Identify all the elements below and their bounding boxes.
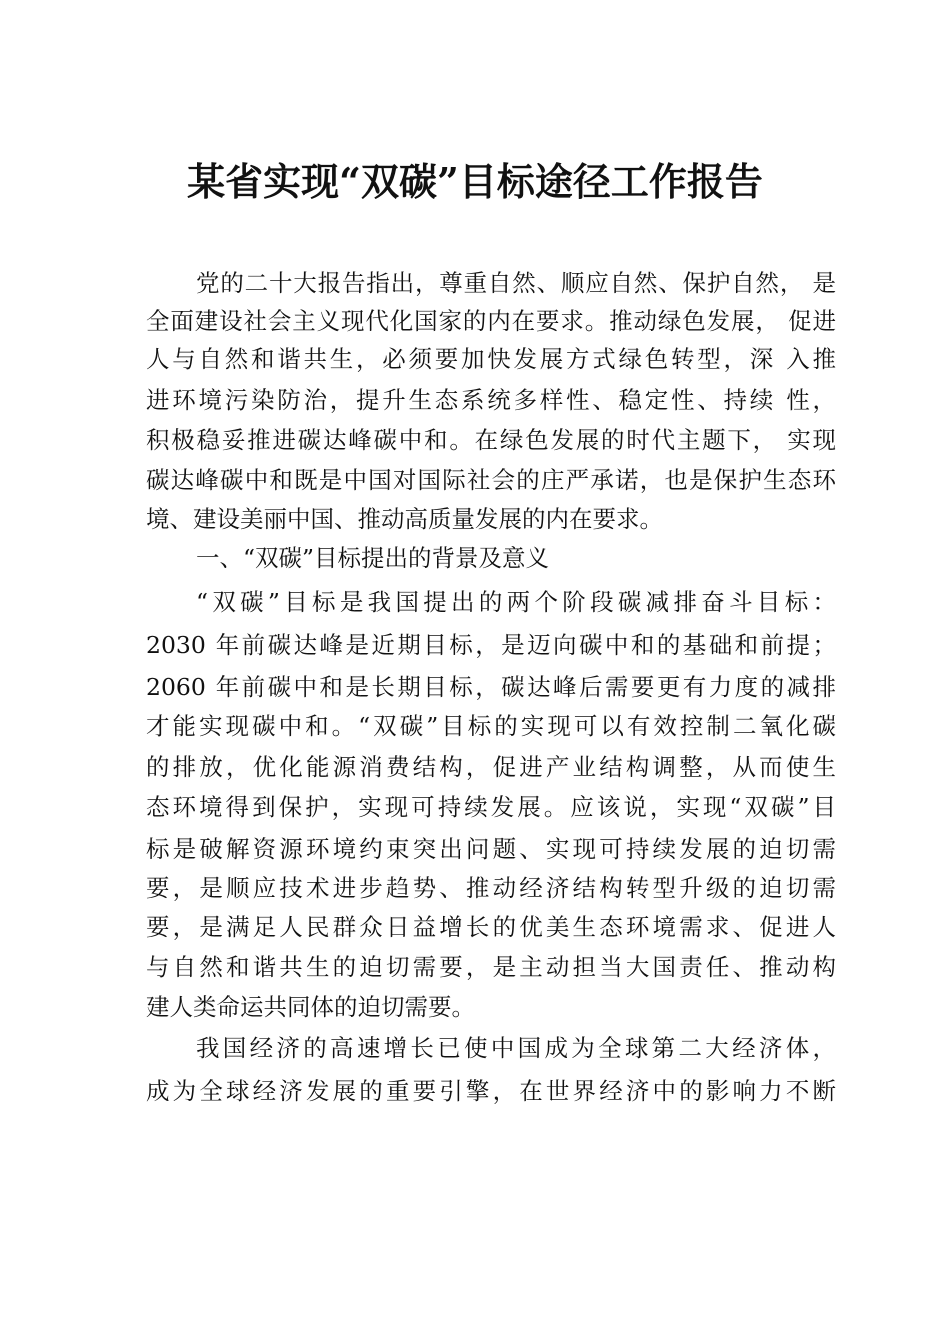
paragraph-2-line-8: 要，是顺应技术进步趋势、推动经济结构转型升级的迫切需	[146, 874, 836, 902]
paragraph-1-line-6: 碳达峰碳中和既是中国对国际社会的庄严承诺，也是保护生态环	[146, 466, 836, 494]
paragraph-2-line-10: 与自然和谐共生的迫切需要，是主动担当大国责任、推动构	[146, 953, 836, 981]
paragraph-2-line-11: 建人类命运共同体的迫切需要。	[146, 993, 475, 1021]
paragraph-1-line-3: 人与自然和谐共生，必须要加快发展方式绿色转型，深 入推	[146, 345, 836, 373]
paragraph-3-line-2: 成为全球经济发展的重要引擎，在世界经济中的影响力不断	[146, 1077, 836, 1105]
paragraph-1-line-2: 全面建设社会主义现代化国家的内在要求。推动绿色发展， 促进	[146, 307, 836, 335]
paragraph-1-line-7: 境、建设美丽中国、推动高质量发展的内在要求。	[146, 505, 663, 533]
paragraph-2-line-3: 2060 年前碳中和是长期目标，碳达峰后需要更有力度的减排	[146, 673, 836, 701]
paragraph-2-line-9: 要，是满足人民群众日益增长的优美生态环境需求、促进人	[146, 913, 836, 941]
paragraph-2-line-2: 2030 年前碳达峰是近期目标，是迈向碳中和的基础和前提；	[146, 631, 836, 659]
paragraph-2-line-5: 的排放，优化能源消费结构，促进产业结构调整，从而使生	[146, 753, 836, 781]
document-title: 某省实现“双碳”目标途径工作报告	[187, 159, 763, 204]
paragraph-2-line-6: 态环境得到保护，实现可持续发展。应该说，实现“双碳”目	[146, 793, 836, 821]
paragraph-2-line-7: 标是破解资源环境约束突出问题、实现可持续发展的迫切需	[146, 835, 836, 863]
paragraph-1-line-5: 积极稳妥推进碳达峰碳中和。在绿色发展的时代主题下， 实现	[146, 426, 836, 454]
section-heading-1: 一、“双碳”目标提出的背景及意义	[196, 544, 550, 572]
paragraph-3-line-1: 我国经济的高速增长已使中国成为全球第二大经济体，	[196, 1034, 836, 1062]
paragraph-2-line-4: 才能实现碳中和。“双碳”目标的实现可以有效控制二氧化碳	[146, 712, 836, 740]
paragraph-2-line-1: “双碳”目标是我国提出的两个阶段碳减排奋斗目标：	[196, 588, 836, 616]
paragraph-1-line-4: 进环境污染防治，提升生态系统多样性、稳定性、持续 性，	[146, 386, 836, 414]
paragraph-1-line-1: 党的二十大报告指出，尊重自然、顺应自然、保护自然， 是	[196, 269, 836, 297]
